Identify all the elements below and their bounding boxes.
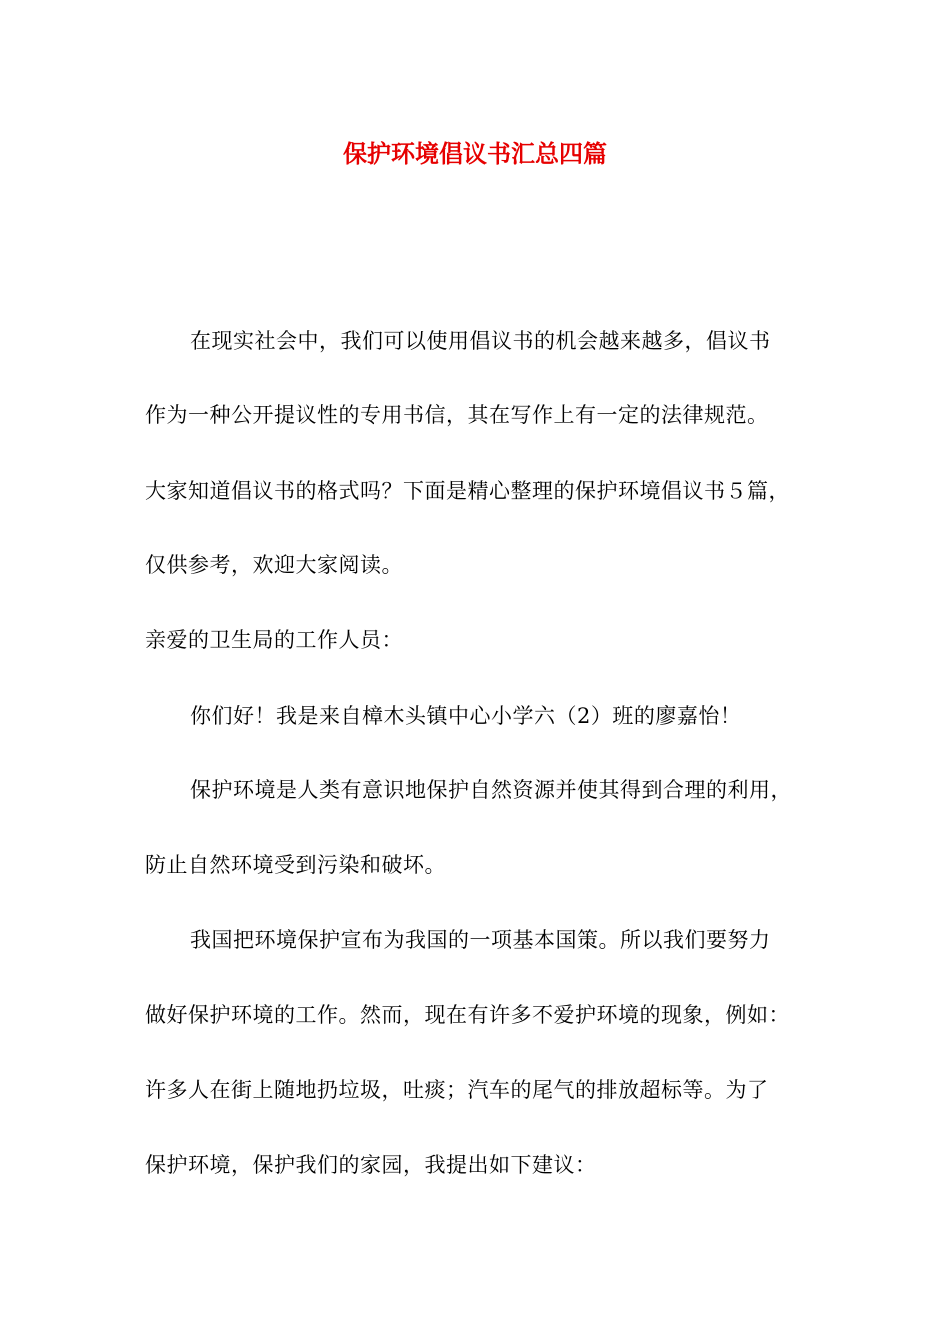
paragraph-line: 作为一种公开提议性的专用书信，其在写作上有一定的法律规范。 <box>145 403 769 427</box>
salutation-line: 亲爱的卫生局的工作人员： <box>145 628 403 652</box>
paragraph-line: 大家知道倡议书的格式吗？下面是精心整理的保护环境倡议书５篇， <box>145 479 790 503</box>
paragraph-line: 保护环境是人类有意识地保护自然资源并使其得到合理的利用， <box>190 778 792 802</box>
paragraph-line: 你们好！我是来自樟木头镇中心小学六（2）班的廖嘉怡！ <box>190 704 742 728</box>
paragraph-line: 做好保护环境的工作。然而，现在有许多不爱护环境的现象，例如： <box>145 1003 790 1027</box>
paragraph-line: 防止自然环境受到污染和破坏。 <box>145 853 446 877</box>
paragraph-line: 仅供参考，欢迎大家阅读。 <box>145 553 403 577</box>
paragraph-line: 在现实社会中，我们可以使用倡议书的机会越来越多，倡议书 <box>190 329 771 353</box>
document-title: 保护环境倡议书汇总四篇 <box>343 139 607 168</box>
paragraph-line: 我国把环境保护宣布为我国的一项基本国策。所以我们要努力 <box>190 928 771 952</box>
paragraph-line: 保护环境，保护我们的家园，我提出如下建议： <box>145 1153 597 1177</box>
paragraph-line: 许多人在街上随地扔垃圾，吐痰；汽车的尾气的排放超标等。为了 <box>145 1078 769 1102</box>
